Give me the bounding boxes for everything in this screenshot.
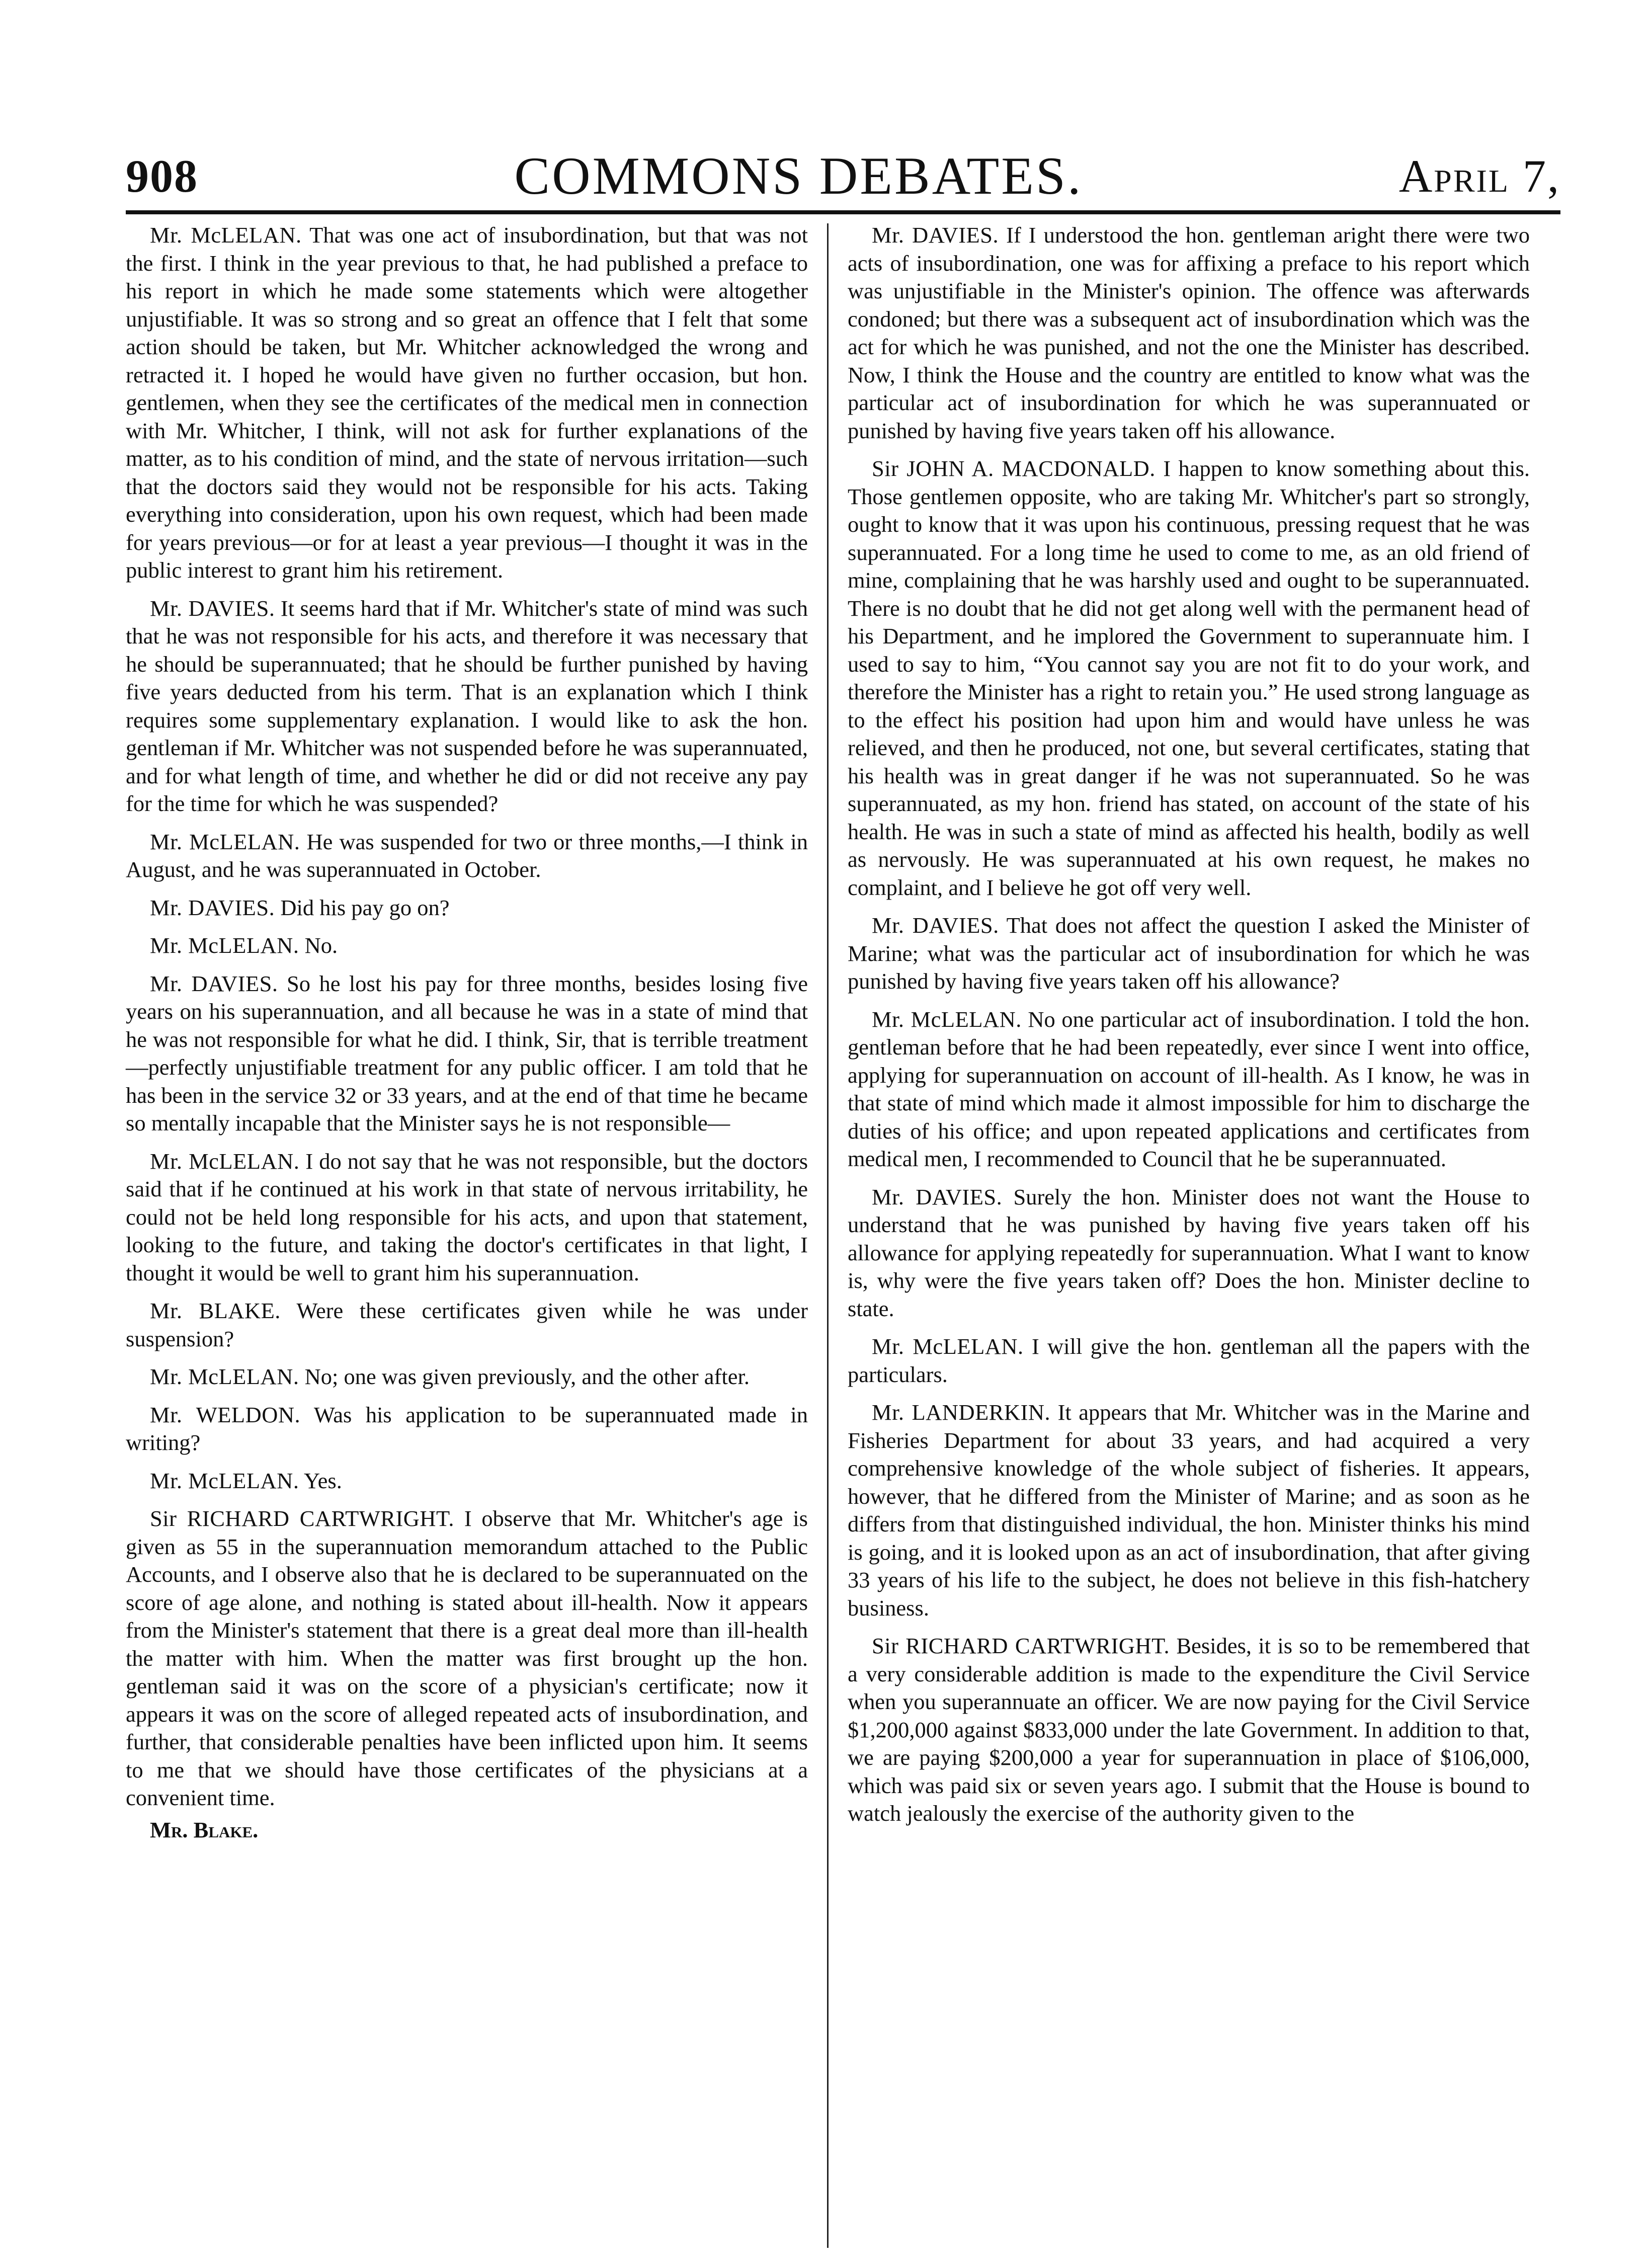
speech-paragraph (126, 595, 808, 818)
speaker-name: Mr. McLELAN. (150, 1148, 300, 1174)
speaker-name: Sir JOHN A. MACDONALD. (872, 456, 1155, 481)
speech-paragraph (126, 1401, 808, 1457)
speaker-name: Mr. DAVIES. (872, 913, 999, 938)
speaker-name: Mr. McLELAN. (150, 933, 299, 958)
speech-paragraph (848, 455, 1530, 902)
speech-paragraph (126, 1467, 808, 1495)
column-divider (827, 223, 829, 2248)
speaker-name: Mr. McLELAN. (150, 829, 300, 854)
header-rule (126, 210, 1560, 214)
speech-text: No. (304, 933, 338, 958)
speaker-name: Mr. McLELAN. (872, 1006, 1022, 1032)
speech-text: I do not say that he was not responsible, but the doctors said that if he continued at his work in that state of nervous irritability, he could not be held long responsible for his acts, and upon that statement, looking to the future, and taking the doctor's certificates in that light, I thought it would be well to grant him his superannuation. (126, 1148, 808, 1285)
speech-text: Yes. (303, 1468, 342, 1493)
speech-text: I happen to know something about this. Those gentlemen opposite, who are taking Mr. Whitcher's part so strongly, ought to know that it was upon his continuous, pressing request that he was superannuated. For a long time he used to come to me, as an old friend of mine, complaining that he was harshly used and ought to be superannuated. There is no doubt that he did not get along well with the permanent head of his Department, and he implored the Government to superannuate him. I used to say to him, “You cannot say you are not fit to do your work, and therefore the Minister has a right to retain you.” He used strong language as to the effect his position had upon him and would have unless he was relieved, and then he produced, not one, but several certificates, stating that his health was in great danger if he was not superannuated. So he was superannuated, as my hon. friend has stated, on account of the state of his health. He was in such a state of mind as affected his health, bodily as well as nervously. He was superannuated at his own request, he makes no complaint, and I believe he got off very well. (848, 456, 1530, 900)
speaker-name: Mr. DAVIES. (872, 1184, 1003, 1209)
text-columns (115, 221, 1562, 2248)
speech-paragraph (848, 1006, 1530, 1173)
speech-paragraph (848, 221, 1530, 445)
speech-paragraph (126, 1297, 808, 1353)
speech-paragraph (848, 1399, 1530, 1622)
speaker-name: Mr. BLAKE. (150, 1298, 281, 1323)
speech-paragraph (848, 1333, 1530, 1389)
speech-paragraph (848, 1183, 1530, 1323)
page-number: 908 (126, 150, 198, 202)
page-date: April 7, (1398, 150, 1560, 202)
speaker-name: Mr. WELDON. (150, 1402, 301, 1427)
speaker-name: Mr. DAVIES. (150, 595, 275, 621)
speech-text: I will give the hon. gentleman all the papers with the particulars. (848, 1334, 1530, 1387)
left-column (115, 221, 819, 2248)
speech-paragraph (848, 912, 1530, 996)
speech-text: That does not affect the question I asked the Minister of Marine; what was the particular act of insubordination for which he was punished by having five years taken off his allowance? (848, 913, 1530, 994)
speech-paragraph (126, 1363, 808, 1391)
speech-paragraph (126, 932, 808, 960)
speech-text: Were these certificates given while he was under suspension? (126, 1298, 808, 1351)
speech-text: It seems hard that if Mr. Whitcher's state of mind was such that he was not responsible for his acts, and therefore it was necessary that he should be superannuated; that he should be further punished by having five years deducted from his term. That is an explanation which I think requires some supplementary explanation. I would like to ask the hon. gentleman if Mr. Whitcher was not suspended before he was superannuated, and for what length of time, and whether he did or did not receive any pay for the time for which he was suspended? (126, 595, 808, 816)
speech-text: He was suspended for two or three months,—I think in August, and he was superannuated in October. (126, 829, 808, 882)
speech-paragraph (126, 828, 808, 884)
speaker-name: Mr. McLELAN. (872, 1334, 1024, 1359)
speech-text: No; one was given previously, and the other after. (304, 1364, 750, 1389)
speech-text: Surely the hon. Minister does not want the House to understand that he was punished by having five years taken off his allowance for applying repeatedly for superannuation. What I want to know is, why were the five years taken off? Does the hon. Minister decline to state. (848, 1184, 1530, 1321)
speaker-name: Mr. DAVIES. (872, 222, 999, 248)
right-column (837, 221, 1541, 2248)
speech-paragraph (126, 221, 808, 585)
speech-text: That was one act of insubordination, but that was not the first. I think in the year previous to that, he had published a preface to his report in which he made some statements which were altogether unjustifiable. It was so strong and so great an offence that I felt that some action should be taken, but Mr. Whitcher acknowledged the wrong and retracted it. I hoped he would have given no further occasion, but hon. gentlemen, when they see the certificates of the medical men in connection with Mr. Whitcher, I think, will not ask for further explanations of the matter, as to his condition of mind, and the state of nervous irritation—such that the doctors said they would not be responsible for his acts. Taking everything into consideration, upon his own request, which had been made for years previous—or for at least a year previous—I thought it was in the public interest to grant him his retirement. (126, 222, 808, 583)
speech-text: Was his application to be superannuated made in writing? (126, 1402, 808, 1455)
speech-text: No one particular act of insubordination. I told the hon. gentleman before that he had been repeatedly, ever since I went into office, applying for superannuation on account of ill-health. As I know, he was in that state of mind which made it almost impossible for him to discharge the duties of his office; and upon repeated applications and certificates from medical men, I recommended to Council that he be superannuated. (848, 1006, 1530, 1171)
catchword: Mr. Blake. (150, 1817, 259, 1842)
speech-text: Did his pay go on? (280, 895, 450, 920)
page-title: COMMONS DEBATES. (514, 146, 1083, 205)
speaker-name: Mr. DAVIES. (150, 895, 275, 920)
speaker-name: Sir RICHARD CARTWRIGHT. (872, 1633, 1170, 1658)
speech-paragraph (848, 1632, 1530, 1828)
speaker-name: Mr. McLELAN. (150, 1468, 299, 1493)
speaker-name: Mr. LANDERKIN. (872, 1400, 1051, 1425)
speech-text: It appears that Mr. Whitcher was in the Marine and Fisheries Department for about 33 years, and had acquired a very comprehensive knowledge of the whole subject of fisheries. It appears, however, that he differed from the Minister of Marine; and as soon as he differs from that distinguished individual, the hon. Minister thinks his mind is going, and it is looked upon as an act of insubordination, that after giving 33 years of his life to the subject, he does not believe in this fish-hatchery business. (848, 1400, 1530, 1621)
page-header (126, 146, 1560, 206)
speech-text: So he lost his pay for three months, besides losing five years on his superannuation, and all because he was in a state of mind that he was not responsible for what he did. I think, Sir, that is terrible treatment—perfectly unjustifiable treatment for any public officer. I am told that he has been in the service 32 or 33 years, and at the end of that time he became so mentally incapable that the Minister says he is not responsible— (126, 970, 808, 1136)
speech-text: Besides, it is so to be remembered that a very considerable addition is made to the expenditure the Civil Service when you superannuate an officer. We are now paying for the Civil Service $1,200,000 against $833,000 under the late Government. In addition to that, we are paying $200,000 a year for superannuation in place of $106,000, which was paid six or seven years ago. I submit that the House is bound to watch jealously the exercise of the authority given to the (848, 1633, 1530, 1826)
speech-paragraph (126, 894, 808, 922)
speech-paragraph (126, 1148, 808, 1287)
speaker-name: Sir RICHARD CARTWRIGHT. (150, 1506, 455, 1531)
speaker-name: Mr. McLELAN. (150, 1364, 299, 1389)
speech-text: If I understood the hon. gentleman aright there were two acts of insubordination, one was for affixing a preface to his report which was unjustifiable in the Minister's opinion. The offence was afterwards condoned; but there was a subsequent act of insubordination which was the act for which he was punished, and not the one the Minister has described. Now, I think the House and the country are entitled to know what was the particular act of insubordination for which he was superannuated or punished by having five years taken off his allowance. (848, 222, 1530, 443)
speaker-name: Mr. DAVIES. (150, 970, 278, 996)
speech-paragraph (126, 1505, 808, 1812)
speaker-name: Mr. McLELAN. (150, 222, 302, 248)
speech-text: I observe that Mr. Whitcher's age is given as 55 in the superannuation memorandum attached to the Public Accounts, and I observe also that he is declared to be superannuated on the score of age alone, and nothing is stated about ill-health. Now it appears from the Minister's statement that there is a great deal more than ill-health the matter with him. When the matter was first brought up the hon. gentleman said it was on the score of a physician's certificate; now it appears it was on the score of alleged repeated acts of insubordination, and further, that considerable penalties have been inflicted upon him. It seems to me that we should have those certificates of the physicians at a convenient time. (126, 1506, 808, 1810)
speech-paragraph (126, 970, 808, 1138)
